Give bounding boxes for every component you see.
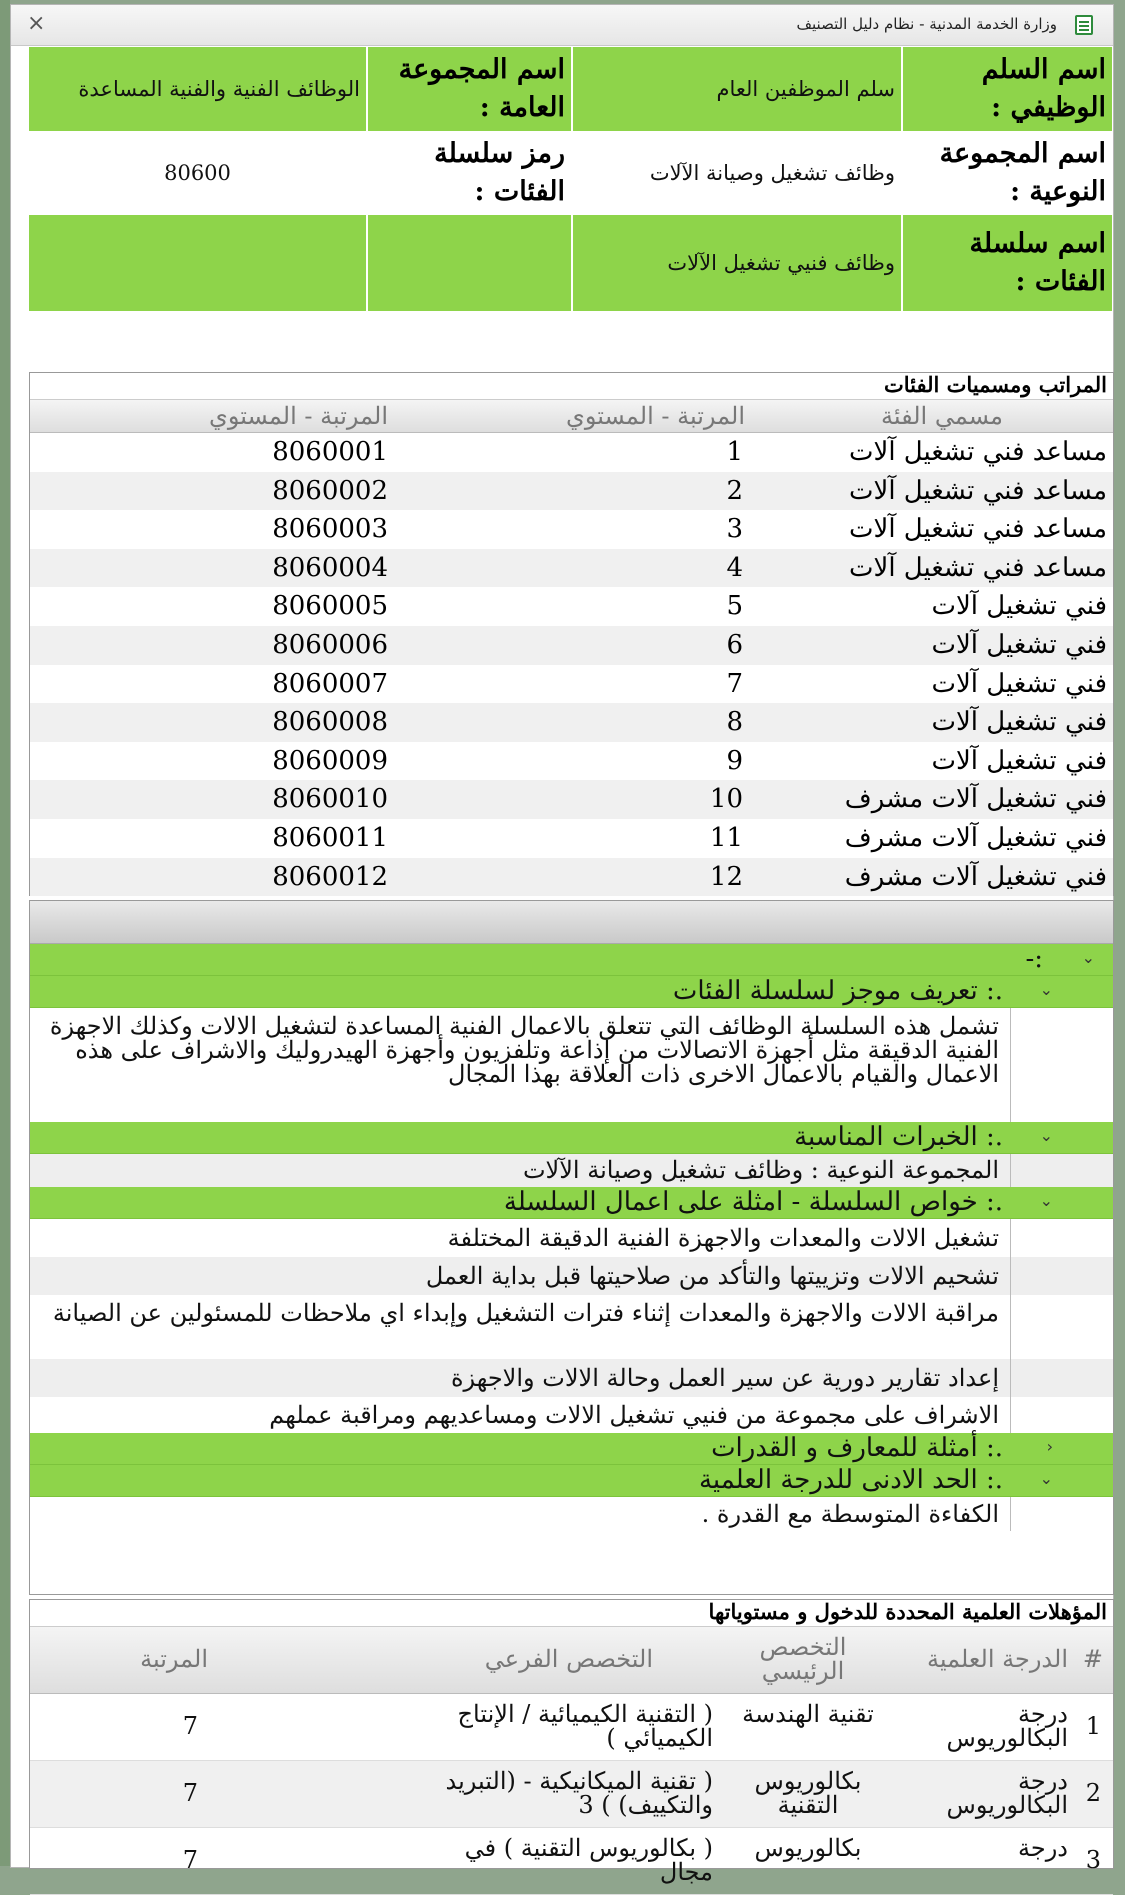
column-divider	[1010, 1359, 1011, 1397]
grades-column-header	[30, 400, 1113, 433]
qual-degree: درجة البكالوريوس	[946, 1767, 1068, 1819]
col-major[interactable]: التخصص الرئيسي	[759, 1633, 847, 1685]
qual-degree: درجة البكالوريوس	[946, 1700, 1068, 1752]
title-bar	[11, 5, 1113, 46]
qual-major: تقنية الهندسة	[742, 1700, 874, 1728]
qualification-row[interactable]	[30, 1828, 1113, 1895]
value-general-group: الوظائف الفنية والفنية المساعدة	[29, 47, 367, 131]
experience-header[interactable]	[30, 1122, 1113, 1154]
grade-name: مساعد فني تشغيل آلات	[849, 552, 1107, 583]
chevron-down-icon[interactable]: ⌄	[1039, 1126, 1053, 1145]
column-divider	[1010, 1008, 1011, 1122]
qual-number: 2	[1085, 1779, 1101, 1807]
label-general-group: اسم المجموعة العامة :	[367, 47, 572, 131]
grade-rank: 10	[709, 784, 743, 815]
grade-row[interactable]	[30, 819, 1113, 858]
grade-rank: 6	[726, 629, 743, 660]
grade-code: 8060011	[272, 822, 388, 853]
chevron-down-icon[interactable]: ⌄	[1039, 1469, 1053, 1488]
grade-code: 8060009	[272, 745, 388, 776]
label-series-name: اسم سلسلة الفئات :	[902, 215, 1112, 311]
grade-row[interactable]	[30, 665, 1113, 704]
duty-item	[30, 1359, 1113, 1397]
classification-window	[10, 4, 1114, 1886]
knowledge-header[interactable]	[30, 1433, 1113, 1465]
duty-item	[30, 1397, 1113, 1433]
details-header-bar	[30, 901, 1113, 944]
grade-code: 8060007	[272, 668, 388, 699]
qual-degree: درجة	[1018, 1834, 1068, 1862]
info-row-scale	[29, 47, 1112, 131]
duties-header[interactable]	[30, 1187, 1113, 1219]
education-title: .: الحد الادنى للدرجة العلمية	[698, 1465, 1003, 1495]
info-row-type-group	[29, 131, 1112, 215]
root-group-label: :-	[1025, 944, 1043, 974]
grade-code: 8060002	[272, 475, 388, 506]
grade-rank: 12	[709, 861, 743, 892]
col-rank-level[interactable]: المرتبة - المستوي	[566, 402, 745, 430]
column-divider	[1010, 1397, 1011, 1433]
duty-item	[30, 1295, 1113, 1359]
duties-title: .: خواص السلسلة - امثلة على اعمال السلسلة	[503, 1187, 1003, 1217]
grade-name: مساعد فني تشغيل آلات	[849, 514, 1107, 545]
empty-label	[367, 215, 572, 311]
grade-rank: 4	[726, 552, 743, 583]
label-series-code: رمز سلسلة الفئات :	[367, 131, 572, 215]
qual-number: 3	[1085, 1846, 1101, 1874]
experience-title: .: الخبرات المناسبة	[794, 1122, 1003, 1152]
duty-text: مراقبة الالات والاجهزة والمعدات إثناء فترات التشغيل وإبداء اي ملاحظات للمسئولين عن الصيانة	[52, 1299, 999, 1327]
grade-code: 8060005	[272, 591, 388, 622]
duty-text: إعداد تقارير دورية عن سير العمل وحالة الالات والاجهزة	[450, 1364, 999, 1392]
column-divider	[1010, 1295, 1011, 1359]
qual-rank: 7	[182, 1846, 198, 1874]
grade-code: 8060008	[272, 707, 388, 738]
grade-name: فني تشغيل آلات	[931, 668, 1107, 699]
label-type-group: اسم المجموعة النوعية :	[902, 131, 1112, 215]
duty-text: تشحيم الالات وتزييتها والتأكد من صلاحيتها قبل بداية العمل	[425, 1262, 999, 1290]
grade-name: فني تشغيل آلات مشرف	[844, 784, 1107, 815]
grade-row[interactable]	[30, 472, 1113, 511]
duty-text: تشغيل الالات والمعدات والاجهزة الفنية الدقيقة المختلفة	[447, 1224, 999, 1252]
grades-title: المراتب ومسميات الفئات	[30, 373, 1113, 400]
label-job-scale: اسم السلم الوظيفي :	[902, 47, 1112, 131]
chevron-left-icon[interactable]: ‹	[1046, 1437, 1053, 1456]
qual-sub-major: ( بكالوريوس التقنية ) في مجال	[464, 1834, 713, 1886]
definition-text: تشمل هذه السلسلة الوظائف التي تتعلق بالاعمال الفنية المساعدة لتشغيل الالات وكذلك الاجهزة الفنية الدقيقة مثل أجهزة الاتصالات من إذاعة وتلفزيون وأجهزة الهيدروليك والاشراف على هذه الاعمال والقيام بالاعمال الاخرى ذات العلاقة بهذا المجال	[49, 1012, 999, 1088]
grade-name: مساعد فني تشغيل آلات	[849, 437, 1107, 467]
series-details-panel	[29, 900, 1114, 1595]
qual-major: بكالوريوس	[754, 1834, 862, 1862]
duty-text: الاشراف على مجموعة من فنيي تشغيل الالات ومساعديهم ومراقبة عملهم	[269, 1401, 999, 1429]
grade-rank: 11	[709, 822, 743, 853]
classification-info-table	[29, 47, 1112, 311]
column-divider	[1010, 1257, 1011, 1295]
qual-sub-major: ( تقنية الميكانيكية - (التبريد والتكييف) ) 3	[445, 1767, 713, 1819]
duty-item	[30, 1257, 1113, 1295]
desktop-background	[0, 0, 10, 1866]
grade-name: فني تشغيل آلات	[931, 745, 1107, 776]
close-icon[interactable]: ×	[27, 11, 46, 36]
grade-rank: 8	[726, 707, 743, 738]
grade-code: 8060001	[272, 437, 388, 467]
grade-rank: 3	[726, 514, 743, 545]
value-series-name: وظائف فنيي تشغيل الآلات	[572, 215, 902, 311]
grade-name: فني تشغيل آلات مشرف	[844, 861, 1107, 892]
window-title: وزارة الخدمة المدنية - نظام دليل التصنيف	[796, 15, 1057, 33]
education-text: الكفاءة المتوسطة مع القدرة .	[701, 1500, 999, 1528]
value-type-group: وظائف تشغيل وصيانة الآلات	[572, 131, 902, 215]
chevron-down-icon[interactable]: ⌄	[1081, 948, 1095, 967]
grade-code: 8060010	[272, 784, 388, 815]
grade-name: فني تشغيل آلات	[931, 629, 1107, 660]
grade-code: 8060012	[272, 861, 388, 892]
qual-sub-major: ( التقنية الكيميائية / الإنتاج الكيميائي )	[457, 1700, 713, 1752]
grade-name: فني تشغيل آلات	[931, 591, 1107, 622]
grade-rank: 1	[726, 437, 743, 467]
chevron-down-icon[interactable]: ⌄	[1039, 980, 1053, 999]
grade-row[interactable]	[30, 858, 1113, 897]
grade-rank: 9	[726, 745, 743, 776]
value-series-code: 80600	[29, 131, 367, 215]
grade-row[interactable]	[30, 433, 1113, 472]
grades-table	[29, 372, 1114, 896]
duty-item	[30, 1219, 1113, 1257]
grade-code: 8060003	[272, 514, 388, 545]
qualification-row[interactable]	[30, 1694, 1113, 1761]
grade-rank: 2	[726, 475, 743, 506]
qual-number: 1	[1085, 1712, 1101, 1740]
grade-row[interactable]	[30, 703, 1113, 742]
column-divider	[1010, 1497, 1011, 1531]
definition-text-row	[30, 1008, 1113, 1122]
grade-name: فني تشغيل آلات	[931, 707, 1107, 738]
grade-row[interactable]	[30, 780, 1113, 819]
col-number[interactable]: #	[1082, 1645, 1103, 1673]
grade-code: 8060004	[272, 552, 388, 583]
document-icon	[1075, 15, 1093, 35]
qual-rank: 7	[182, 1712, 198, 1740]
empty-value	[29, 215, 367, 311]
experience-text-row	[30, 1154, 1113, 1187]
knowledge-title: .: أمثلة للمعارف و القدرات	[711, 1433, 1003, 1463]
grade-row[interactable]	[30, 626, 1113, 665]
value-job-scale: سلم الموظفين العام	[572, 47, 902, 131]
column-divider	[1010, 1154, 1011, 1187]
grade-row[interactable]	[30, 549, 1113, 588]
col-grade-name[interactable]: مسمي الفئة	[880, 402, 1003, 430]
education-text-row	[30, 1497, 1113, 1531]
root-group-row[interactable]	[30, 944, 1113, 976]
qual-rank: 7	[182, 1779, 198, 1807]
grade-name: مساعد فني تشغيل آلات	[849, 475, 1107, 506]
grade-row[interactable]	[30, 587, 1113, 626]
grade-code: 8060006	[272, 629, 388, 660]
definition-header[interactable]	[30, 976, 1113, 1008]
grade-row[interactable]	[30, 742, 1113, 781]
col-rank-level-code[interactable]: المرتبة - المستوي	[209, 402, 388, 430]
column-divider	[1010, 1219, 1011, 1257]
qualifications-title: المؤهلات العلمية المحددة للدخول و مستوياتها	[30, 1600, 1113, 1627]
qual-major: بكالوريوس التقنية	[754, 1767, 862, 1819]
grade-name: فني تشغيل آلات مشرف	[844, 822, 1107, 853]
grade-rank: 7	[726, 668, 743, 699]
qualification-row[interactable]	[30, 1761, 1113, 1828]
col-rank[interactable]: المرتبة	[140, 1645, 208, 1673]
qualifications-table	[29, 1599, 1114, 1886]
experience-text: المجموعة النوعية : وظائف تشغيل وصيانة الآلات	[522, 1156, 999, 1184]
col-degree[interactable]: الدرجة العلمية	[927, 1645, 1068, 1673]
chevron-down-icon[interactable]: ⌄	[1039, 1191, 1053, 1210]
col-sub-major[interactable]: التخصص الفرعي	[484, 1645, 653, 1673]
grade-rank: 5	[726, 591, 743, 622]
definition-title: .: تعريف موجز لسلسلة الفئات	[672, 976, 1003, 1006]
grade-row[interactable]	[30, 510, 1113, 549]
info-row-series	[29, 215, 1112, 311]
education-header[interactable]	[30, 1465, 1113, 1497]
qualifications-column-header	[30, 1627, 1113, 1694]
